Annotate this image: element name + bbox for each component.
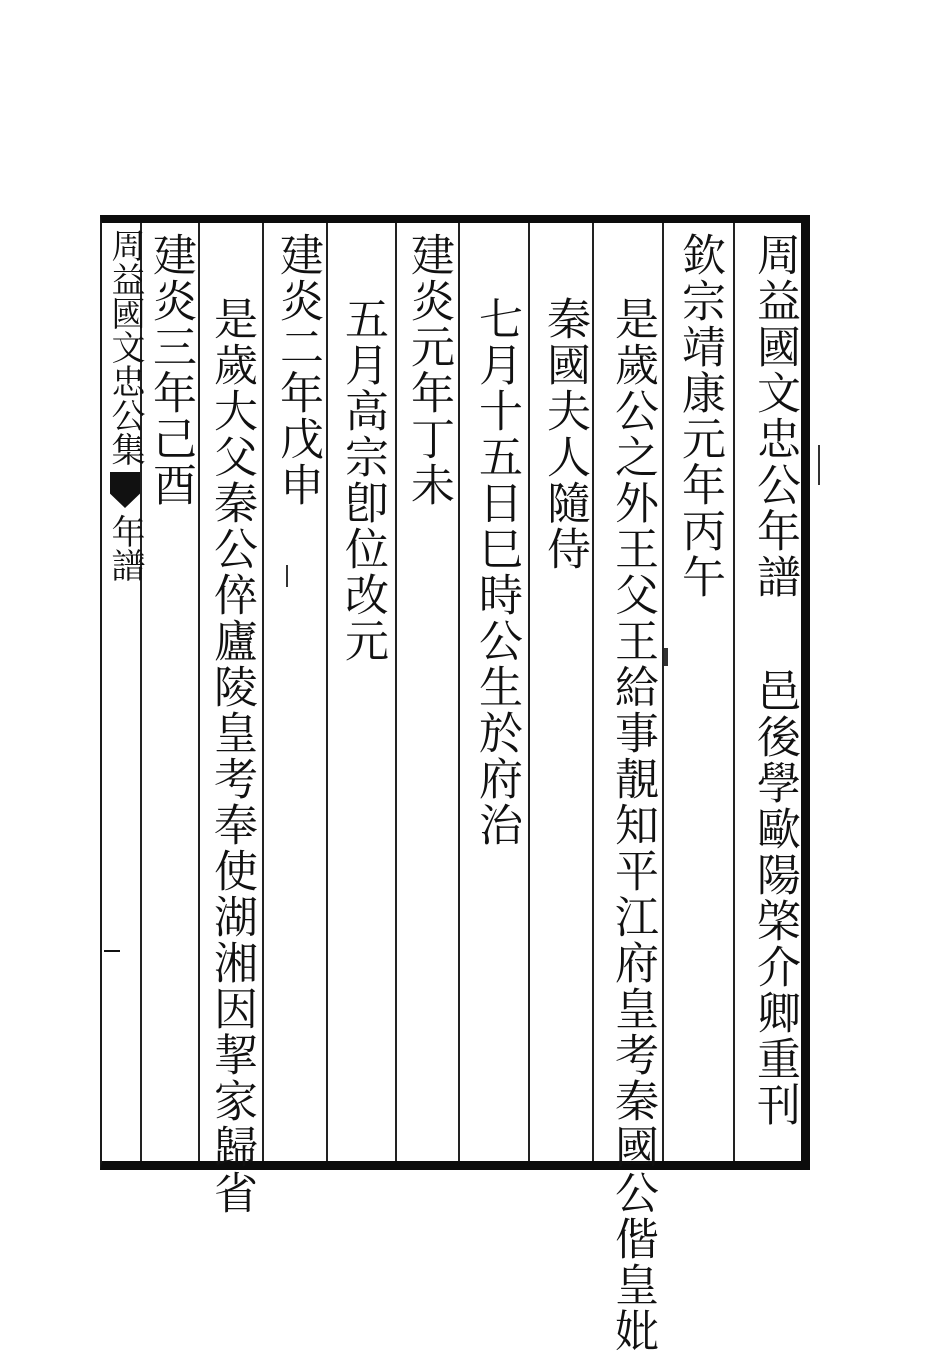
book-title: 周益國文忠公年譜 [749,232,800,600]
entry-text: 是歲大父秦公倅廬陵皇考奉使湖湘因挈家歸省 [206,296,257,1216]
column-rule [326,223,328,1161]
entry-text: 七月十五日巳時公生於府治 [471,296,522,848]
column-rule [198,223,200,1161]
ink-speck [818,445,820,485]
entry-text: 是歲公之外王父王給事靚知平江府皇考秦國公偕皇妣 [607,296,658,1354]
credit-line: 邑後學歐陽棨介卿重刊 [749,668,800,1128]
column-rule [528,223,530,1161]
column-rule [662,223,664,1161]
ink-speck [664,648,668,666]
column-rule [733,223,735,1161]
block-margin-label [100,228,145,1158]
margin-section: 年譜 [105,514,145,582]
year-heading: 建炎二年戊申 [272,232,323,508]
year-heading: 建炎三年己酉 [145,232,196,508]
column-rule [458,223,460,1161]
fish-tail-icon [110,472,140,508]
entry-text: 秦國夫人隨侍 [539,296,590,572]
ink-speck [286,565,288,587]
year-heading: 欽宗靖康元年丙午 [674,232,725,600]
entry-text: 五月高宗卽位改元 [337,296,388,664]
year-heading: 建炎元年丁未 [403,232,454,508]
column-rule [592,223,594,1161]
column-rule [262,223,264,1161]
leaf-number-mark [104,950,120,952]
margin-title: 周益國文忠公集 [105,228,145,466]
column-rule [395,223,397,1161]
